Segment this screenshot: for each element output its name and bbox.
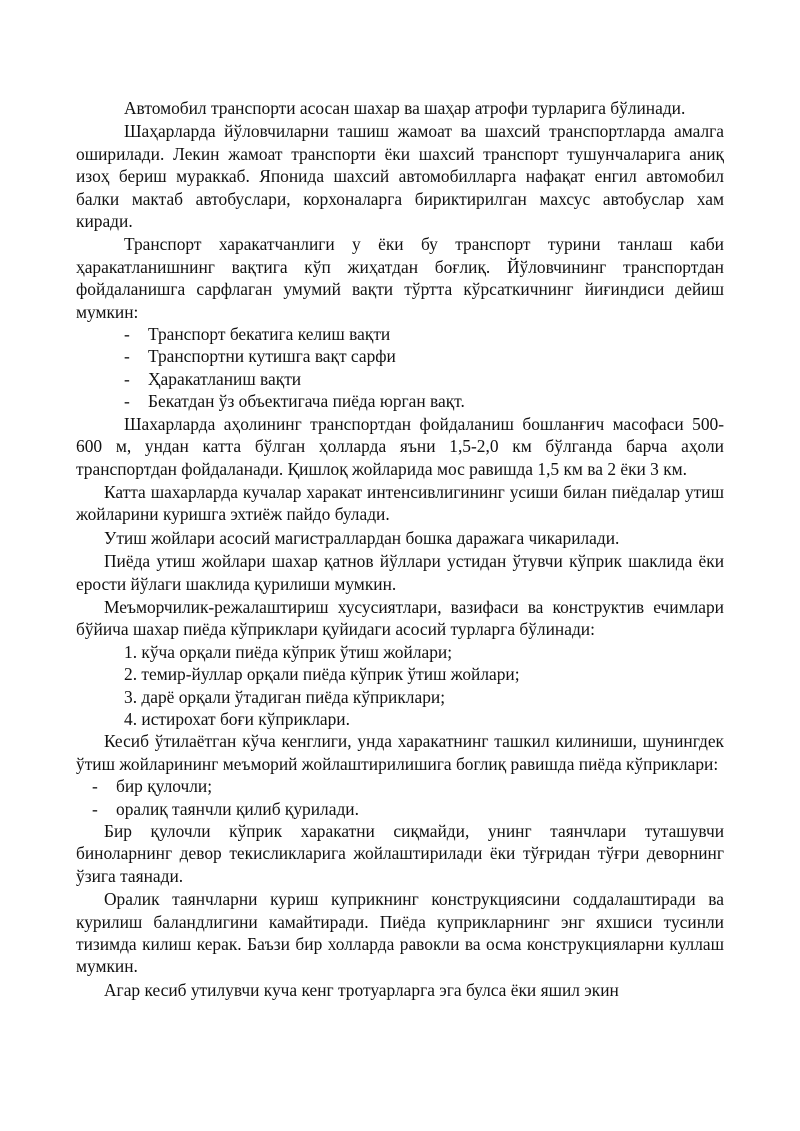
list-item [76, 775, 724, 797]
paragraph: Шахарларда аҳолининг транспортдан фойдаланиш бошланғич масофаси 500-600 м, ундан катта бўлган ҳолларда яъни 1,5-2,0 км бўлганда барча аҳоли транспортдан фойдаланади. Қишлоқ жойларида мос равишда 1,5 км ва 2 ёки 3 км. [76, 413, 724, 479]
bullet-list [76, 323, 724, 413]
document-body [76, 97, 724, 1001]
list-item-text: Бекатдан ўз объектигача пиёда юрган вақт. [148, 391, 465, 412]
paragraph: Шаҳарларда йўловчиларни ташиш жамоат ва шахсий транспортларда амалга оширилади. Лекин жамоат транспорти ёки шахсий транспорт тушунчаларига аниқ изоҳ бериш мураккаб. Японида шахсий автомобилларга нафақат енгил автомобил балки мактаб автобуслари, корхоналарга бириктирилган махсус автобуслар хам киради. [76, 121, 724, 232]
list-item-text: оралиқ таянчли қилиб қурилади. [116, 798, 359, 819]
paragraph: Транспорт харакатчанлиги у ёки бу транспорт турини танлаш каби ҳаракатланишнинг вақтига кўп жиҳатдан боғлиқ. Йўловчининг транспортдан фойдаланишга сарфлаган умумий вақти тўртта кўрсаткичнинг йиғиндиси дейиш мумкин: [76, 234, 724, 322]
list-marker: - [124, 391, 130, 412]
list-item [76, 368, 724, 390]
list-item: 3. дарё орқали ўтадиган пиёда кўприклари; [124, 686, 446, 707]
bullet-list [76, 775, 724, 820]
list-marker: - [124, 324, 130, 345]
list-item-text: Транспорт бекатига келиш вақти [148, 324, 391, 345]
paragraph: Агар кесиб утилувчи куча кенг тротуарларга эга булса ёки яшил экин [104, 979, 619, 1000]
list-item: 4. истирохат боғи кўприклари. [124, 708, 350, 729]
paragraph: Автомобил транспорти асосан шахар ва шаҳар атрофи турларига бўлинади. [124, 98, 686, 118]
paragraph: Катта шахарларда кучалар харакат интенсивлигининг усиши билан пиёдалар утиш жойларини куришга эхтиёж пайдо булади. [76, 481, 724, 525]
paragraph: Пиёда утиш жойлари шахар қатнов йўллари устидан ўтувчи кўприк шаклида ёки ерости йўлаги шаклида қурилиши мумкин. [76, 551, 724, 594]
paragraph: Утиш жойлари асосий магистраллардан бошка даражага чикарилади. [104, 527, 620, 548]
list-marker: - [92, 776, 98, 797]
paragraph: Оралик таянчларни куриш куприкнинг конструкциясини соддалаштиради ва курилиш баландлигини камайтиради. Пиёда куприкларнинг энг яхшиси тусинли тизимда килиш керак. Баъзи бир холларда равокли ва осма конструкцияларни куллаш мумкин. [76, 889, 724, 977]
list-item: 1. кўча орқали пиёда кўприк ўтиш жойлари; [124, 641, 453, 662]
list-marker: - [124, 368, 130, 389]
list-item [76, 345, 724, 367]
list-item-text: Транспортни кутишга вақт сарфи [148, 346, 396, 367]
paragraph: Меъморчилик-режалаштириш хусусиятлари, вазифаси ва конструктив ечимлари бўйича шахар пиёда кўприклари қуйидаги асосий турларга бўлинади: [76, 596, 724, 640]
list-item [76, 390, 724, 412]
list-item [76, 323, 724, 345]
list-item: 2. темир-йуллар орқали пиёда кўприк ўтиш жойлари; [124, 664, 520, 685]
list-marker: - [92, 798, 98, 819]
list-item-text: бир қулочли; [116, 776, 213, 797]
paragraph: Бир қулочли кўприк харакатни сиқмайди, унинг таянчлари туташувчи биноларнинг девор текисликларига жойлаштирилади ёки тўғридан тўғри деворнинг ўзига таянади. [76, 821, 724, 886]
paragraph: Кесиб ўтилаётган кўча кенглиги, унда харакатнинг ташкил килиниши, шунингдек ўтиш жойларининг меъморий жойлаштирилишига боглиқ равишда пиёда кўприклари: [76, 731, 724, 774]
list-marker: - [124, 346, 130, 367]
numbered-list [76, 641, 724, 731]
list-item-text: Ҳаракатланиш вақти [148, 368, 302, 389]
list-item [76, 798, 724, 820]
